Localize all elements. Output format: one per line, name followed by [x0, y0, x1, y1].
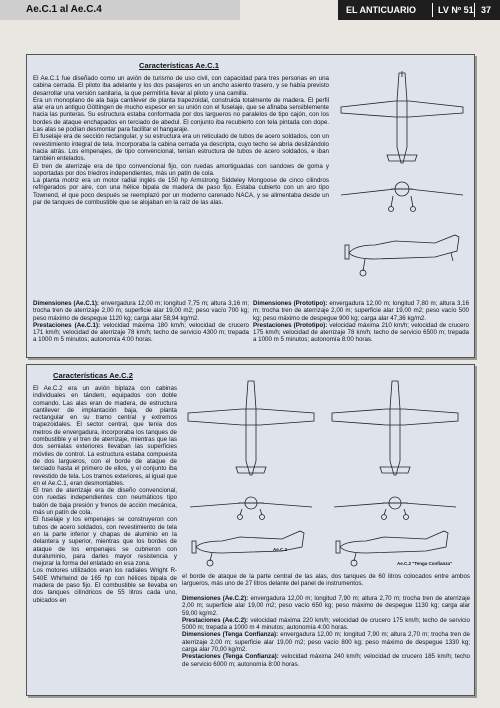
magazine-banner — [338, 0, 500, 20]
spec-label: Prestaciones (Ae.C.1): — [33, 321, 101, 329]
aec2-box — [26, 364, 475, 696]
aec1-drawings — [335, 67, 469, 301]
paragraph: El Ae.C.2 era un avión biplaza con cabinas individuales en tándem, equipados con doble comando. Las alas eran de madera, de estructura cantilever de implantación baja, de planta rectangular en su tramo central y extremos trapezoidales. El sector central, que tenía dos metros de envergadura, incorporaba los tanques de combustible y el tren de aterrizaje, mientras que las dos semialas exteriores llevaban las superficies móviles de control. La estructura estaba compuesta de dos largueros, con el borde de ataque de terciado hasta el primero de ellos, y el conjunto iba revestido de tela. Los tramos exteriores, al igual que en el Ae.C.1, eran desmontables. — [33, 385, 177, 487]
paragraph: El tren de aterrizaje era de tipo convencional fijo, con ruedas amortiguadas con sandows de goma y soportadas por dos triedros independientes, más un patín de cola. — [33, 162, 329, 177]
aec2-description — [33, 385, 177, 604]
caption-tenga-confianza: Ae.C.2 "Tenga Confianza" — [397, 561, 453, 566]
page-number: 37 — [481, 5, 492, 15]
paragraph: Era un monoplano de ala baja cantilever de planta trapezoidal, construida totalmente de madera. El perfil alar era un antiguo Göttingen de mucho espesor en su unión con el fuselaje, que se afinaba sensiblemente hacia las punteras. Su estructura estaba conformada por dos largueros no paralelos de tipo cajón, con los bordes de ataque enchapados en terciado de abedul. El conjunto iba recubierto con tela pintada con dope. Las alas se podían desmontar para facilitar el hangaraje. — [33, 96, 329, 134]
spec-label: Dimensiones (Ae.C.1): — [33, 300, 99, 307]
magazine-name: EL ANTICUARIO — [346, 5, 417, 15]
paragraph: El Ae.C.1 fue diseñado como un avión de turismo de uso civil, con capacidad para tres personas en una cabina cerrada. El piloto iba adelante y los dos pasajeros en un ancho asiento trasero, y se había previsto desarrollar una versión sanitaria, la que permitiría llevar al piloto y una camilla. — [33, 75, 329, 97]
spec-label: Prestaciones (Ae.C.2): — [182, 616, 249, 624]
spec-text: velocidad máxima 210 km/h; velocidad de crucero 175 km/h; velocidad de aterrizaje 78 km/h; techo de servicio 6500 m; trepada a 1000 m 5 minutos; autonomía 8:00 horas. — [253, 321, 469, 344]
spec-text: velocidad máxima 240 km/h; velocidad de crucero 185 km/h; techo de servicio 6000 m; autonomía 8:00 horas. — [182, 653, 470, 668]
aec2-title: Características Ae.C.2 — [53, 371, 133, 380]
paragraph: El tren de aterrizaje era de diseño convencional, con ruedas independientes con neumáticos tipo balón de baja presión y frenos de acción mecánica, más un patín de cola. — [33, 487, 177, 517]
aec1-specs-left — [33, 300, 249, 344]
page-header — [0, 0, 500, 20]
aec1-specs-right — [253, 300, 469, 344]
paragraph: Los motores utilizados eran los radiales Wright R-540E Whirlwind de 165 hp con hélices bipala de madera de paso fijo. El combustible se llevaba en dos tanques cilíndricos de 55 litros cada uno, ubicados en — [33, 567, 177, 604]
spec-text: envergadura 12,00 m; longitud 7,90 m; altura 2,70 m; trocha tren de aterrizaje 2,00 m; superficie alar 19,00 m2; peso vacío 650 kg; peso máximo de despegue 1130 kg; carga alar 59,00 kg/m2. — [182, 595, 471, 617]
spec-label: Prestaciones (Prototipo): — [253, 321, 328, 329]
spec-label: Prestaciones (Tenga Confianza): — [182, 653, 279, 661]
aec2-drawings — [182, 371, 470, 571]
aec2-continuation: el borde de ataque de la parte central de las alas, dos tanques de 60 litros colocados entre ambos largueros, más uno de 27 litros delante del panel de instrumentos. — [182, 573, 470, 588]
spec-text: velocidad máxima 220 km/h; velocidad de crucero 175 km/h; techo de servicio 5000 m; trepada a 1000 m 4 minutos; autonomía 4:00 horas. — [182, 616, 470, 632]
spec-text: velocidad máxima 180 km/h; velocidad de crucero 171 km/h; velocidad de aterrizaje 78 km/h; techo de servicio 4300 m; trepada a 1000 m 5 minutos; autonomía 4:00 horas. — [33, 321, 249, 344]
spec-text: envergadura 12,00 m; longitud 7,90 m; altura 2,70 m; trocha tren de aterrizaje 2,00 m; superficie alar 19,00 m2; peso vacío 800 kg; peso máximo de despegue 1330 kg; carga alar 70,00 kg/m2. — [182, 631, 470, 654]
aec1-description — [33, 75, 329, 206]
spec-text: envergadura 12,00 m; longitud 7,75 m; altura 3,16 m; trocha tren de aterrizaje 2,00 m; superficie alar 19,00 m2; peso vacío 700 kg; peso máximo de despegue 1120 kg; carga alar 58,94 kg/m2. — [33, 300, 249, 322]
issue-number: LV Nº 51 — [438, 5, 474, 15]
paragraph: El fuselaje y los empenajes se construyeron con tubos de acero soldados, con revestimiento de tela en la parte inferior y chapas de aluminio en la delantera y superior, mientras que los bordes de ataque de los empenajes se cubrieron con duraluminio, para darles mayor resistencia y mejorar la forma del enlatado en esa zona. — [33, 516, 177, 568]
spec-label: Dimensiones (Prototipo): — [253, 300, 328, 307]
caption-aec2: Ae.C.2 — [273, 547, 288, 552]
aec2-specs — [182, 595, 470, 668]
aec1-title: Características Ae.C.1 — [139, 61, 219, 70]
section-title: Ae.C.1 al Ae.C.4 — [0, 0, 240, 20]
paragraph: La planta motriz era un motor radial inglés de 150 hp Armstrong Siddeley Mongoose de cinco cilindros refrigerados por aire, con una hélice bipala de madera de paso fijo. Estaba cubierto con un aro tipo Townend, el que poco después se reemplazó por un moderno carenado NACA, y se alimentaba desde un par de tanques de combustible que se alojaban en la raíz de las alas. — [33, 177, 329, 207]
spec-label: Dimensiones (Tenga Confianza): — [182, 631, 279, 639]
spec-label: Dimensiones (Ae.C.2): — [182, 595, 249, 602]
spec-text: envergadura 12,00 m; longitud 7,80 m; altura 3,16 m; trocha tren de aterrizaje 2,00 m; superficie alar 19,00 m2; peso vacío 500 kg; peso máximo de despegue 900 kg; carga alar 47,36 kg/m2. — [253, 300, 470, 322]
paragraph: El fuselaje era de sección rectangular, y su estructura era un reticulado de tubos de acero soldados, con un revestimiento integral de tela. Incorporaba la cabina cerrada ya descripta, cuyo techo se abría deslizándolo hacia atrás. Los empenajes, de tipo convencional, tenían estructura de tubos de acero soldados, e iban también entelados. — [33, 133, 329, 163]
aec1-box — [26, 54, 475, 358]
